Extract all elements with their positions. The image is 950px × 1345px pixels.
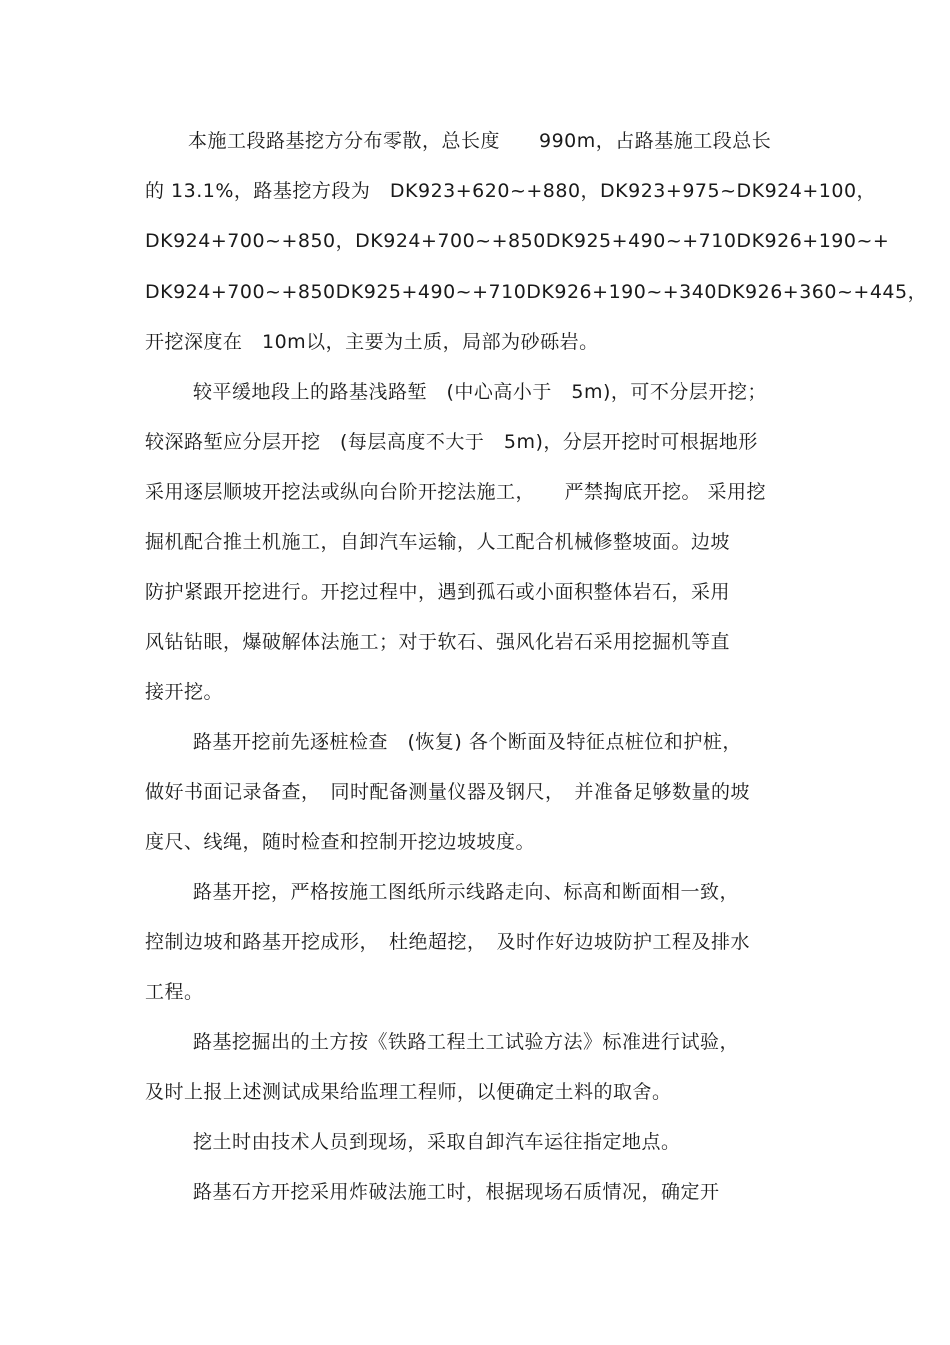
text-line: 挖土时由技术人员到现场，采取自卸汽车运往指定地点。: [193, 1131, 681, 1153]
text-line: 路基开挖前先逐桩检查 (恢复) 各个断面及特征点桩位和护桩，: [193, 731, 742, 753]
text-line: 风钻钻眼，爆破解体法施工；对于软石、强风化岩石采用挖掘机等直: [145, 631, 731, 653]
text-line: 路基开挖，严格按施工图纸所示线路走向、标高和断面相一致，: [193, 881, 740, 903]
text-line: 掘机配合推土机施工，自卸汽车运输，人工配合机械修整坡面。边坡: [145, 531, 731, 553]
text-line: 做好书面记录备查， 同时配备测量仪器及钢尺， 并准备足够数量的坡: [145, 781, 751, 803]
text-line: 工程。: [145, 981, 204, 1003]
text-line: DK924+700~+850，DK924+700~+850DK925+490~+710DK926+190~+: [145, 230, 890, 252]
text-line: 路基挖掘出的土方按《铁路工程土工试验方法》标准进行试验，: [193, 1031, 740, 1053]
text-line: DK924+700~+850DK925+490~+710DK926+190~+340DK926+360~+445，: [145, 281, 928, 303]
text-line: 采用逐层顺坡开挖法或纵向台阶开挖法施工， 严禁掏底开挖。 采用挖: [145, 481, 767, 503]
text-line: 度尺、线绳，随时检查和控制开挖边坡坡度。: [145, 831, 536, 853]
text-line: 接开挖。: [145, 681, 224, 703]
text-line: 较平缓地段上的路基浅路堑 (中心高小于 5m)，可不分层开挖；: [193, 381, 767, 403]
text-line: 本施工段路基挖方分布零散，总长度 990m，占路基施工段总长: [188, 130, 772, 152]
text-line: 及时上报上述测试成果给监理工程师，以便确定土料的取舍。: [145, 1081, 672, 1103]
text-line: 防护紧跟开挖进行。开挖过程中，遇到孤石或小面积整体岩石，采用: [145, 581, 731, 603]
text-line: 控制边坡和路基开挖成形， 杜绝超挖， 及时作好边坡防护工程及排水: [145, 931, 751, 953]
text-line: 的 13.1%，路基挖方段为 DK923+620~+880，DK923+975~DK924+100，: [145, 180, 877, 202]
text-line: 开挖深度在 10m以，主要为土质，局部为砂砾岩。: [145, 331, 599, 353]
text-line: 路基石方开挖采用炸破法施工时，根据现场石质情况，确定开: [193, 1181, 720, 1203]
text-line: 较深路堑应分层开挖 (每层高度不大于 5m)，分层开挖时可根据地形: [145, 431, 758, 453]
